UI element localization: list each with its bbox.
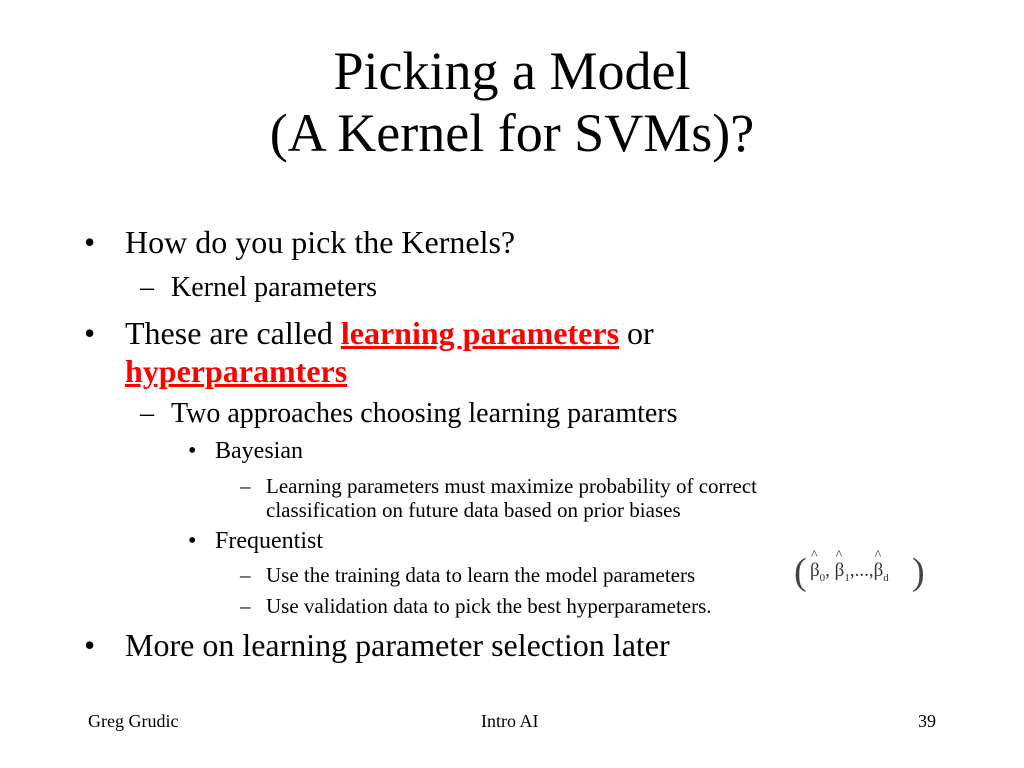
slide-title <box>0 40 1024 164</box>
frequentist-item-training-data: Use the training data to learn the model parameters <box>266 563 696 587</box>
bullet-called-learning-parameters <box>125 315 654 352</box>
bayesian-detail-line-1: Learning parameters must maximize probability of correct <box>266 474 757 498</box>
highlight-hyperparamters: hyperparamters <box>125 353 348 389</box>
bayesian-detail-line-2: classification on future data based on prior biases <box>266 498 681 522</box>
slide-title-line-1: Picking a Model <box>333 41 691 101</box>
footer-course: Intro AI <box>481 711 539 731</box>
footer-author: Greg Grudic <box>88 711 179 731</box>
bullet-marker: • <box>84 224 96 260</box>
footer-page-number: 39 <box>918 711 936 731</box>
sub-bullet-two-approaches: Two approaches choosing learning paramters <box>171 398 678 429</box>
dash-marker: – <box>240 563 251 587</box>
formula-close-paren: ) <box>912 551 925 593</box>
beta-hat-d: ^ $\beta_d$ <box>874 560 889 584</box>
bayesian-label: Bayesian <box>215 438 303 464</box>
dash-marker: – <box>140 272 154 303</box>
bullet-marker: • <box>188 528 197 554</box>
dash-marker: – <box>240 474 251 498</box>
beta-hat-1: ^ $\beta_1$ <box>835 560 850 584</box>
formula-open-paren: ( <box>794 551 807 593</box>
highlight-learning-parameters: learning parameters <box>340 315 620 351</box>
formula-terms <box>810 560 889 584</box>
dash-marker: – <box>240 594 251 618</box>
model-parameters-formula <box>790 548 926 596</box>
bullet-marker: • <box>84 315 96 351</box>
bullet-marker: • <box>84 627 96 663</box>
bullet-how-pick-kernels: How do you pick the Kernels? <box>125 224 516 260</box>
frequentist-label: Frequentist <box>215 528 323 554</box>
dash-marker: – <box>140 398 154 429</box>
bullet-text-pre: These are called <box>125 315 333 351</box>
slide-title-line-2: (A Kernel for SVMs)? <box>269 103 755 163</box>
formula-separator: , <box>825 560 830 581</box>
bullet-text-or: or <box>627 315 654 351</box>
bullet-marker: • <box>188 438 197 464</box>
formula-ellipsis: ,..., <box>849 560 874 581</box>
frequentist-item-validation-data: Use validation data to pick the best hyperparameters. <box>266 594 712 618</box>
sub-bullet-kernel-parameters: Kernel parameters <box>171 272 377 303</box>
beta-hat-0: ^ $\beta_0$ <box>810 560 825 584</box>
bullet-more-on-selection: More on learning parameter selection later <box>125 627 670 663</box>
